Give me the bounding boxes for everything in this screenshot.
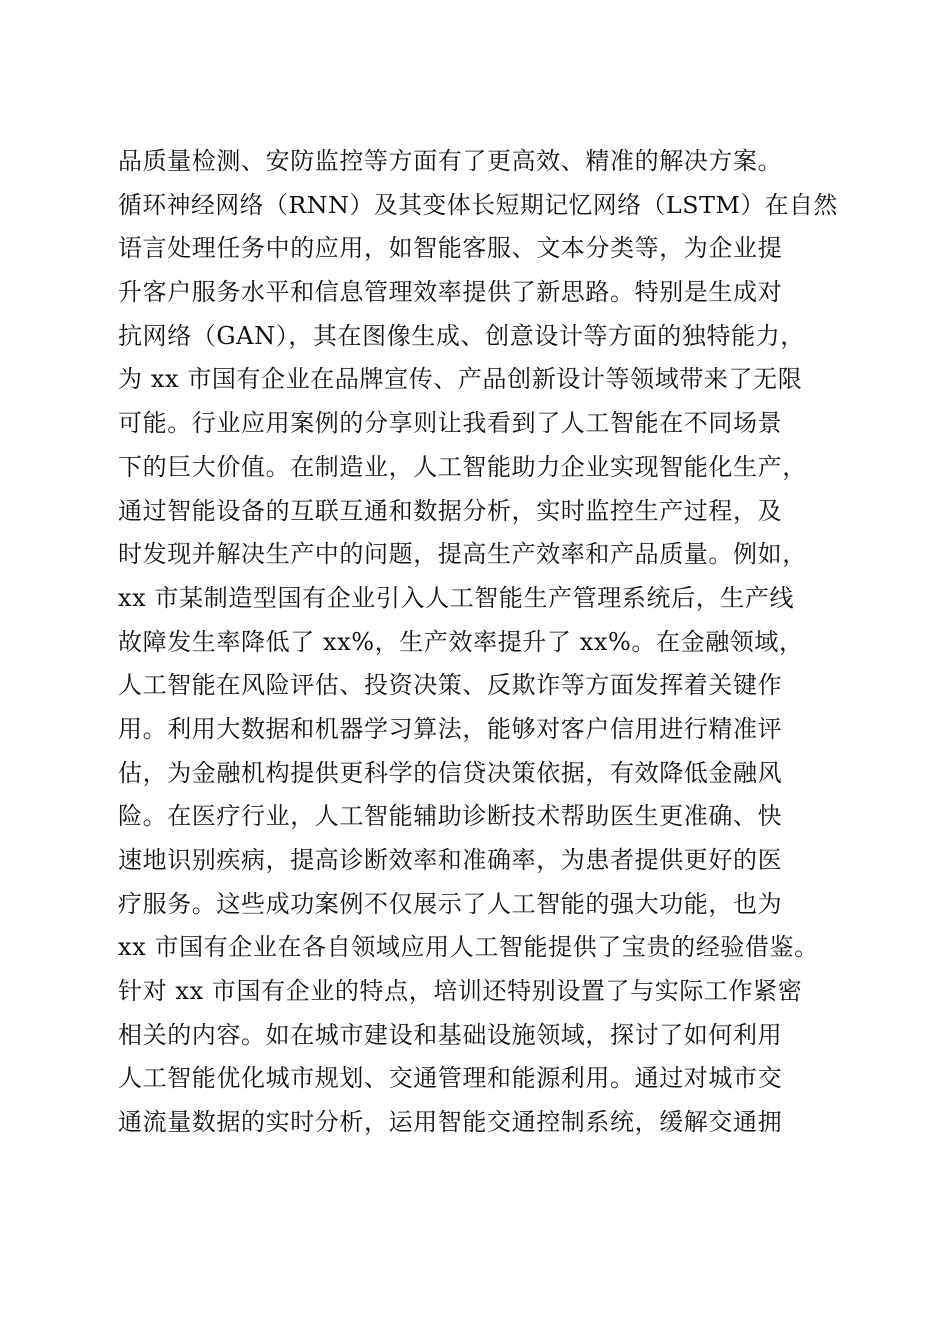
text-line-1: 品质量检测、安防监控等方面有了更高效、精准的解决方案。 [118, 147, 783, 175]
text-line-16: 险。在医疗行业，人工智能辅助诊断技术帮助医生更准确、快 [118, 802, 783, 831]
body-text [118, 140, 838, 1145]
text-line-8: 下的巨大价值。在制造业，人工智能助力企业实现智能化生产， [118, 452, 807, 481]
text-line-9: 通过智能设备的互联互通和数据分析，实时监控生产过程，及 [118, 496, 783, 525]
text-line-12: 故障发生率降低了 xx%，生产效率提升了 xx%。在金融领域， [118, 627, 804, 656]
text-line-22: 人工智能优化城市规划、交通管理和能源利用。通过对城市交 [118, 1064, 783, 1093]
text-line-18: 疗服务。这些成功案例不仅展示了人工智能的强大功能，也为 [118, 889, 783, 918]
text-line-15: 估，为金融机构提供更科学的信贷决策依据，有效降低金融风 [118, 758, 783, 787]
text-line-10: 时发现并解决生产中的问题，提高生产效率和产品质量。例如， [118, 540, 807, 569]
text-line-19: xx 市国有企业在各自领域应用人工智能提供了宝贵的经验借鉴。 [118, 933, 819, 962]
text-line-2: 循环神经网络（RNN）及其变体长短期记忆网络（LSTM）在自然 [118, 190, 838, 219]
text-line-20: 针对 xx 市国有企业的特点，培训还特别设置了与实际工作紧密 [118, 977, 803, 1006]
text-line-23: 通流量数据的实时分析，运用智能交通控制系统，缓解交通拥 [118, 1108, 783, 1137]
text-line-3: 语言处理任务中的应用，如智能客服、文本分类等，为企业提 [118, 234, 783, 263]
text-line-13: 人工智能在风险评估、投资决策、反欺诈等方面发挥着关键作 [118, 671, 783, 700]
text-line-5: 抗网络（GAN），其在图像生成、创意设计等方面的独特能力， [118, 321, 805, 350]
text-line-11: xx 市某制造型国有企业引入人工智能生产管理系统后，生产线 [118, 583, 795, 612]
text-line-17: 速地识别疾病，提高诊断效率和准确率，为患者提供更好的医 [118, 846, 783, 874]
text-line-6: 为 xx 市国有企业在品牌宣传、产品创新设计等领域带来了无限 [118, 365, 803, 394]
text-line-7: 可能。行业应用案例的分享则让我看到了人工智能在不同场景 [118, 409, 783, 438]
text-line-14: 用。利用大数据和机器学习算法，能够对客户信用进行精准评 [118, 714, 783, 743]
text-line-4: 升客户服务水平和信息管理效率提供了新思路。特别是生成对 [118, 278, 783, 307]
text-line-21: 相关的内容。如在城市建设和基础设施领域，探讨了如何利用 [118, 1020, 783, 1049]
